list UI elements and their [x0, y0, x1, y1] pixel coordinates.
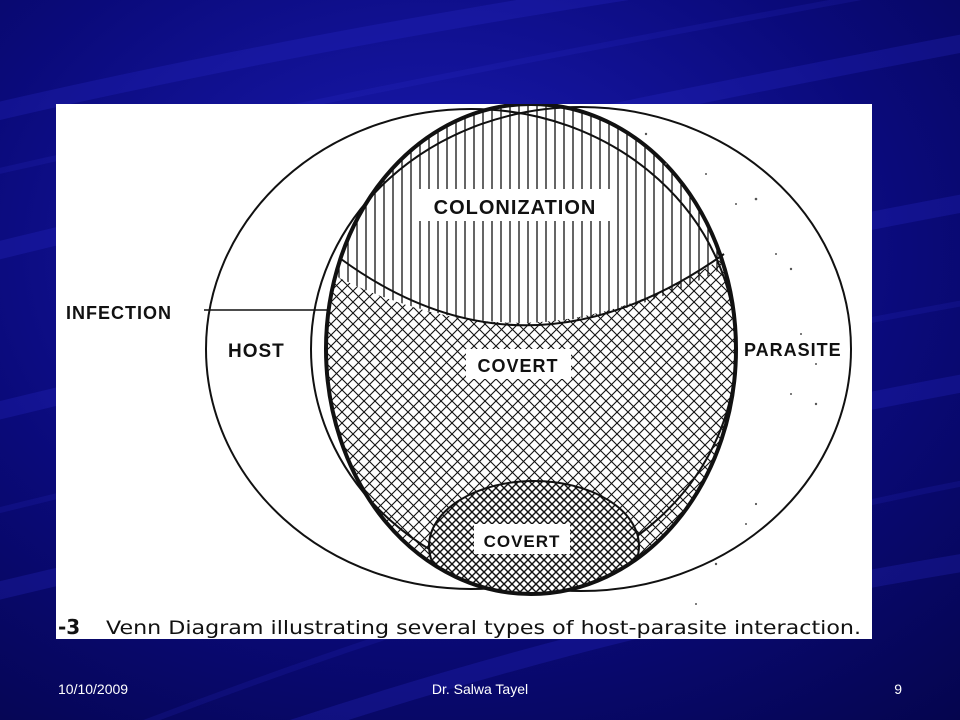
footer-page-number: 9 — [894, 681, 902, 697]
venn-diagram — [56, 104, 872, 639]
venn-figure-panel — [56, 104, 872, 639]
label-covert-upper: COVERT — [477, 356, 559, 376]
footer-date: 10/10/2009 — [58, 681, 129, 697]
label-host: HOST — [228, 341, 285, 362]
footer-author: Dr. Salwa Tayel — [431, 681, 529, 697]
label-covert-lower: COVERT — [483, 532, 561, 551]
caption-text: Venn Diagram illustrating several types of host-parasite interaction. — [106, 617, 861, 639]
label-colonization: COLONIZATION — [433, 197, 597, 219]
label-parasite: PARASITE — [744, 340, 842, 360]
caption-figure-number: -3 — [58, 615, 81, 639]
label-infection: INFECTION — [66, 303, 172, 323]
